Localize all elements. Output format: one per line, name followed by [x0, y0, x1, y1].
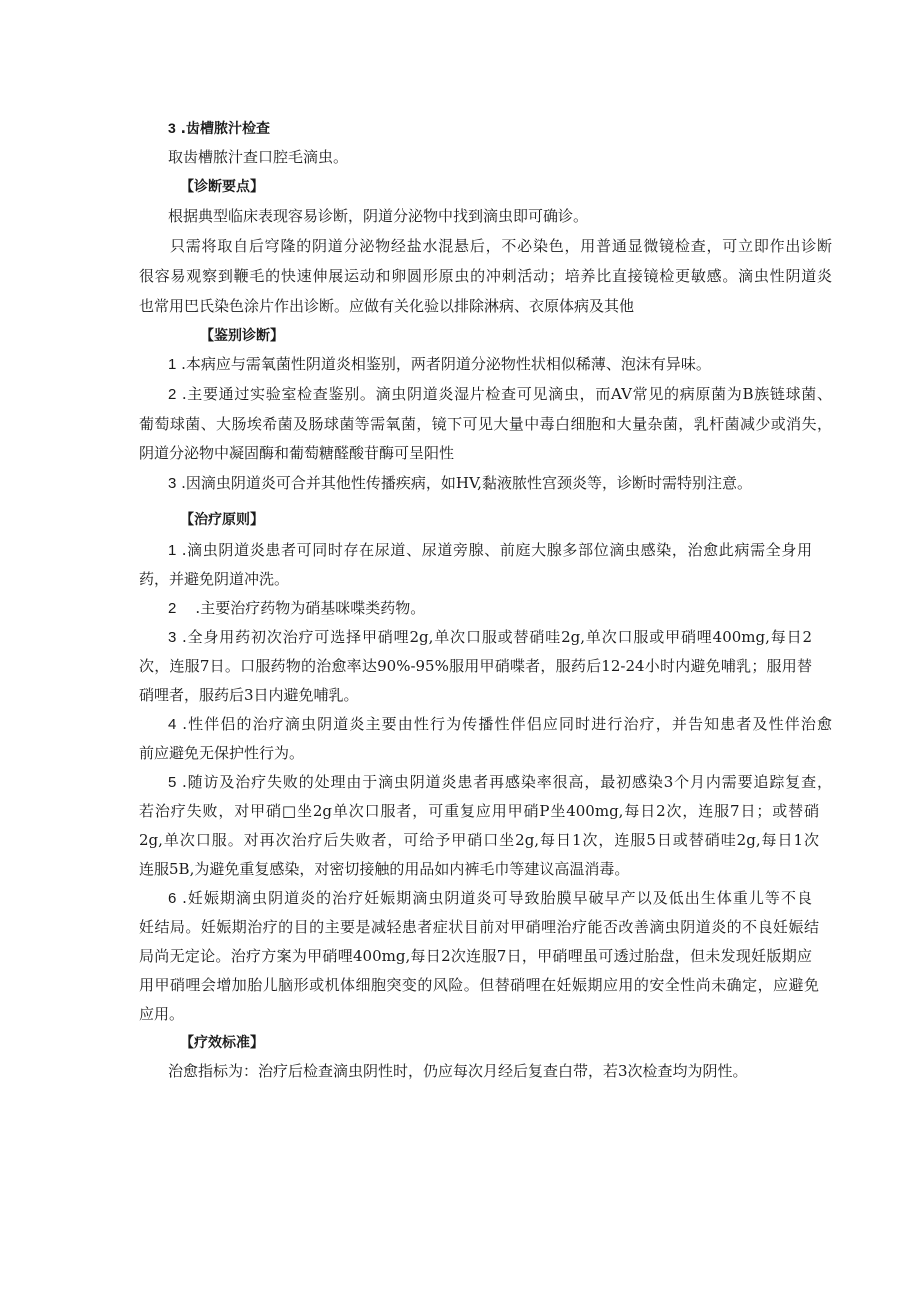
list-item-continuation: 用甲硝哩会增加胎儿脑形或机体细胞突变的风险。但替硝哩在妊娠期应用的安全性尚未确定，应避免 — [139, 976, 819, 994]
treatment-item-2 — [168, 598, 425, 619]
treatment-item-4 — [168, 714, 832, 735]
treatment-item-1 — [168, 540, 812, 561]
list-item-continuation: 葡萄球菌、大肠埃希菌及肠球菌等需氧菌，镜下可见大量中毒白细胞和大量杂菌，乳杆菌减少或消失， — [139, 415, 832, 433]
list-item-text: .本病应与需氧菌性阴道炎相鉴别，两者阴道分泌物性状相似稀薄、泡沫有异味。 — [181, 355, 711, 373]
item-number: 3 — [168, 120, 176, 136]
list-item-text: .妊娠期滴虫阴道炎的治疗妊娠期滴虫阴道炎可导致胎膜早破早产以及低出生体重儿等不良 — [182, 889, 812, 907]
item-number: 2 — [168, 386, 177, 403]
diagnosis-heading: 【诊断要点】 — [180, 179, 264, 195]
list-item-continuation: 次，连服7日。口服药物的治愈率达90%-95%服用甲硝喋者，服药后12-24小时内避免哺乳；服用替 — [139, 657, 812, 675]
list-item-continuation: 阴道分泌物中凝固酶和葡萄糖醛酸苷酶可呈阳性 — [139, 444, 455, 462]
differential-item-1 — [168, 354, 711, 375]
item-number: 1 — [168, 542, 177, 559]
item-number: 2 — [168, 600, 177, 617]
alveolar-test-title: .齿槽脓汁检查 — [180, 121, 270, 137]
list-item-continuation: 应用。 — [139, 1005, 185, 1023]
diagnosis-paragraph-2-line: 很容易观察到鞭毛的快速伸展运动和卵圆形原虫的冲刺活动；培养比直接镜检更敏感。滴虫性阴道炎 — [139, 267, 832, 285]
diagnosis-paragraph-2-line: 只需将取自后穹隆的阴道分泌物经盐水混悬后，不必染色，用普通显微镜检查，可立即作出诊断 — [170, 237, 832, 255]
list-item-text: .因滴虫阴道炎可合并其他性传播疾病，如HV,黏液脓性宫颈炎等，诊断时需特别注意。 — [181, 474, 752, 492]
item-number: 4 — [168, 716, 177, 733]
item-number: 3 — [168, 475, 177, 492]
list-item-continuation: 硝哩者，服药后3日内避免哺乳。 — [139, 686, 359, 704]
list-item-text: .全身用药初次治疗可选择甲硝哩2g,单次口服或替硝哇2g,单次口服或甲硝哩400mg,每日2 — [181, 628, 812, 646]
treatment-item-5 — [168, 772, 832, 793]
list-item-text: .主要通过实验室检查鉴别。滴虫阴道炎湿片检查可见滴虫，而AV常见的病原菌为B族链球菌、 — [181, 385, 832, 403]
efficacy-heading: 【疗效标准】 — [180, 1035, 264, 1051]
efficacy-text: 治愈指标为：治疗后检查滴虫阴性时，仍应每次月经后复查白带，若3次检查均为阴性。 — [168, 1062, 748, 1080]
item-number: 3 — [168, 629, 177, 646]
treatment-item-3 — [168, 627, 812, 648]
differential-heading: 【鉴别诊断】 — [200, 328, 284, 344]
list-item-continuation: 连服5B,为避免重复感染，对密切接触的用品如内裤毛巾等建议高温消毒。 — [139, 860, 630, 878]
item-number: 5 — [168, 774, 177, 791]
alveolar-test-heading — [168, 118, 270, 139]
treatment-item-6 — [168, 888, 812, 909]
list-item-continuation: 局尚无定论。治疗方案为甲硝哩400mg,每日2次连服7日，甲硝哩虽可透过胎盘，但未发现妊版期应 — [139, 947, 812, 965]
diagnosis-paragraph-1: 根据典型临床表现容易诊断，阴道分泌物中找到滴虫即可确诊。 — [168, 207, 589, 225]
list-item-text: .性伴侣的治疗滴虫阴道炎主要由性行为传播性伴侣应同时进行治疗，并告知患者及性伴治愈 — [182, 715, 832, 733]
differential-item-3 — [168, 473, 752, 494]
list-item-continuation: 药，并避免阴道冲洗。 — [139, 570, 290, 588]
item-number: 1 — [168, 356, 177, 373]
list-item-continuation: 2g,单次口服。对再次治疗后失败者，可给予甲硝口坐2g,每日1次，连服5日或替硝哇2g,每日1次 — [139, 831, 819, 849]
item-number: 6 — [168, 890, 177, 907]
list-item-continuation: 若治疗失败，对甲硝□坐2g单次口服者，可重复应用甲硝P坐400mg,每日2次，连服7日；或替硝 — [139, 802, 819, 820]
list-item-continuation: 妊结局。妊娠期治疗的目的主要是减轻患者症状目前对甲硝哩治疗能否改善滴虫阴道炎的不良妊娠结 — [139, 918, 819, 936]
list-item-continuation: 前应避免无保护性行为。 — [139, 744, 305, 762]
list-item-text: .滴虫阴道炎患者可同时存在尿道、尿道旁腺、前庭大腺多部位滴虫感染，治愈此病需全身用 — [181, 541, 812, 559]
alveolar-test-text: 取齿槽脓汁查口腔毛滴虫。 — [168, 148, 349, 166]
differential-item-2 — [168, 384, 832, 405]
treatment-heading: 【治疗原则】 — [180, 512, 264, 528]
list-item-text: .主要治疗药物为硝基咪喋类药物。 — [195, 599, 426, 617]
list-item-text: .随访及治疗失败的处理由于滴虫阴道炎患者再感染率很高，最初感染3个月内需要追踪复查， — [181, 773, 832, 791]
diagnosis-paragraph-2-line: 也常用巴氏染色涂片作出诊断。应做有关化验以排除淋病、衣原体病及其他 — [139, 297, 635, 315]
